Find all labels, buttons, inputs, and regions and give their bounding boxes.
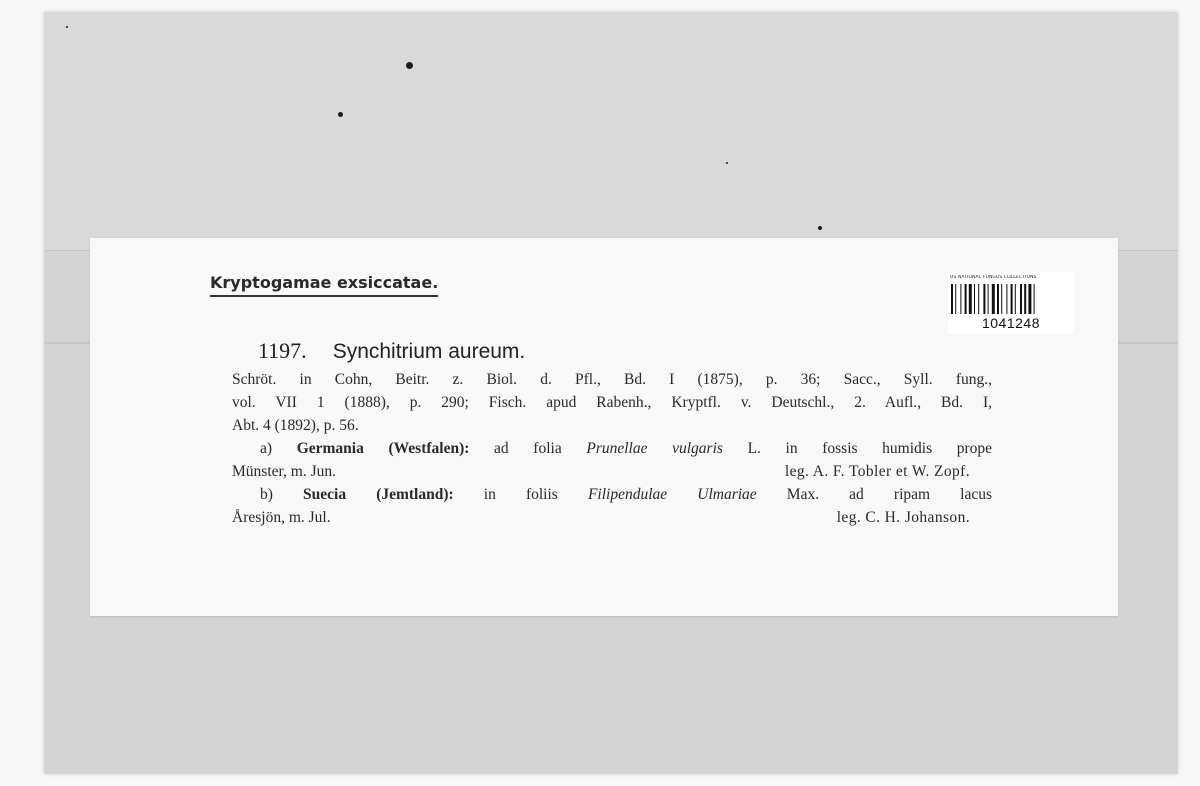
- barcode-bars: [951, 284, 1071, 314]
- specimen-a-locality: Münster, m. Jun.: [232, 463, 337, 480]
- barcode-bar: [1028, 284, 1031, 314]
- barcode-bar: [1020, 284, 1022, 314]
- barcode-bar: [951, 284, 953, 314]
- barcode-bar: [960, 284, 961, 314]
- specimen-b-line: [232, 483, 992, 506]
- specimen-b-collector: leg. C. H. Johanson.: [836, 509, 970, 526]
- barcode-bar: [965, 284, 967, 314]
- specimen-b-text-before: in foliis: [483, 486, 558, 503]
- specimen-b-locality-row: [232, 506, 992, 529]
- specimen-speck: [818, 226, 822, 230]
- barcode-bar: [1034, 284, 1035, 314]
- exsiccata-label: [90, 238, 1118, 616]
- barcode-bar: [992, 284, 995, 314]
- packet-flap: [44, 12, 1178, 251]
- specimen-b-locality: Åresjön, m. Jul.: [232, 509, 331, 526]
- specimen-b-text-after: Max. ad ripam lacus: [786, 486, 992, 503]
- citation-line: vol. VII 1 (1888), p. 290; Fisch. apud Rabenh., Kryptfl. v. Deutschl., 2. Aufl., Bd. I,: [232, 394, 992, 411]
- specimen-a-locality-row: [232, 460, 992, 483]
- barcode-bar: [983, 284, 985, 314]
- barcode-bar: [1024, 284, 1026, 314]
- specimen-a-text-before: ad folia: [494, 440, 562, 457]
- species-heading: [258, 338, 525, 364]
- barcode-number: 1041248: [981, 315, 1040, 331]
- barcode-bar: [1011, 284, 1013, 314]
- specimen-speck: [338, 112, 343, 117]
- specimen-speck: [66, 26, 68, 28]
- barcode-institution: US NATIONAL FUNGUS COLLECTIONS: [950, 275, 1037, 280]
- entry-number: 1197.: [258, 338, 307, 363]
- species-name: Synchitrium aureum.: [332, 340, 526, 363]
- barcode-bar: [978, 284, 979, 314]
- barcode-bar: [997, 284, 999, 314]
- barcode-bar: [1006, 284, 1007, 314]
- barcode-bar: [974, 284, 975, 314]
- specimen-a-marker: a): [260, 440, 273, 457]
- specimen-a-text-after: L. in fossis humidis prope: [747, 440, 992, 457]
- barcode-bar: [988, 284, 989, 314]
- specimen-a-line: [232, 437, 992, 460]
- specimen-speck: [406, 62, 413, 69]
- barcode-bar: [1015, 284, 1016, 314]
- specimen-b-region: Suecia (Jemtland):: [303, 486, 454, 503]
- specimen-speck: [726, 162, 728, 164]
- specimen-a-collector: leg. A. F. Tobler et W. Zopf.: [784, 463, 970, 480]
- barcode-bar: [955, 284, 956, 314]
- barcode-bar: [969, 284, 972, 314]
- specimen-b-host: Filipendulae Ulmariae: [587, 486, 757, 503]
- citation-line: Abt. 4 (1892), p. 56.: [232, 417, 359, 434]
- specimen-a-region: Germania (Westfalen):: [296, 440, 470, 457]
- citation-line: Schröt. in Cohn, Beitr. z. Biol. d. Pfl., Bd. I (1875), p. 36; Sacc., Syll. fung.,: [232, 371, 992, 388]
- series-title: Kryptogamae exsiccatae.: [210, 273, 438, 297]
- specimen-b-marker: b): [260, 486, 273, 503]
- barcode-bar: [1001, 284, 1002, 314]
- label-body: [232, 368, 992, 529]
- barcode-label: [948, 272, 1074, 334]
- specimen-a-host: Prunellae vulgaris: [586, 440, 723, 457]
